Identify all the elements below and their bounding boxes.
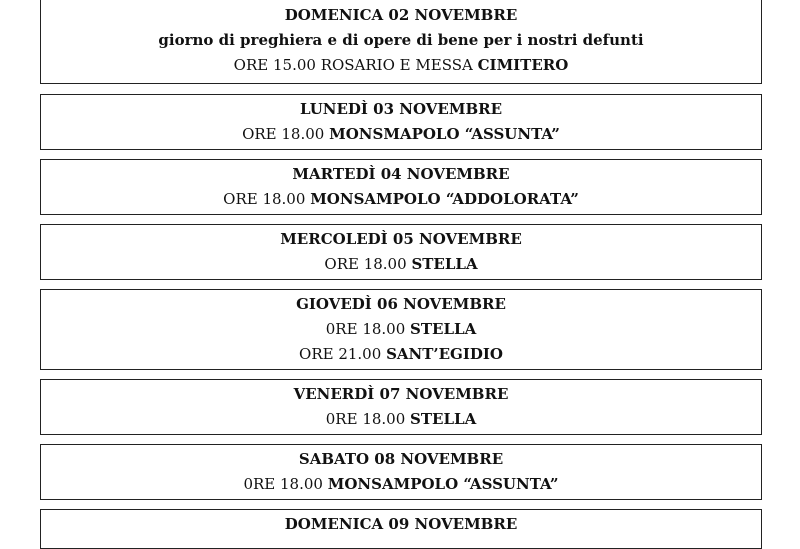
- mass-time-line: [41, 187, 761, 212]
- mass-time: ORE 21.00: [299, 345, 382, 363]
- mass-place: CIMITERO: [477, 56, 569, 74]
- mass-time: ORE 18.00: [223, 190, 306, 208]
- mass-place: MONSAMPOLO “ASSUNTA”: [327, 475, 559, 493]
- day-heading: GIOVEDÌ 06 NOVEMBRE: [296, 295, 506, 313]
- day-subtitle: giorno di preghiera e di opere di bene per i nostri defunti: [158, 31, 644, 49]
- mass-time: 0RE 18.00: [243, 475, 323, 493]
- schedule-box-lunedi-03: [40, 94, 762, 150]
- schedule-box-domenica-02: [40, 0, 762, 84]
- mass-time: ORE 15.00 ROSARIO E MESSA: [233, 56, 473, 74]
- day-heading: SABATO 08 NOVEMBRE: [298, 450, 504, 468]
- schedule-box-mercoledi-05: [40, 224, 762, 280]
- mass-time-line: [41, 252, 761, 277]
- day-heading: DOMENICA 02 NOVEMBRE: [284, 6, 518, 24]
- mass-time-line: [41, 317, 761, 342]
- day-heading: MARTEDÌ 04 NOVEMBRE: [292, 165, 510, 183]
- mass-time: ORE 18.00: [242, 125, 325, 143]
- day-heading: LUNEDÌ 03 NOVEMBRE: [299, 100, 503, 118]
- day-heading: DOMENICA 09 NOVEMBRE: [284, 515, 518, 533]
- schedule-box-giovedi-06: [40, 289, 762, 370]
- mass-place: STELLA: [410, 410, 477, 428]
- mass-time-line: [41, 122, 761, 147]
- mass-time: 0RE 18.00: [325, 410, 406, 428]
- mass-time-line: [41, 407, 761, 432]
- day-heading: MERCOLEDÌ 05 NOVEMBRE: [280, 230, 522, 248]
- mass-place: STELLA: [410, 320, 477, 338]
- mass-time-line: [41, 342, 761, 367]
- schedule-box-venerdi-07: [40, 379, 762, 435]
- mass-place: MONSAMPOLO “ADDOLORATA”: [310, 190, 579, 208]
- mass-place: MONSMAPOLO “ASSUNTA”: [329, 125, 560, 143]
- mass-time-line: [41, 53, 761, 78]
- mass-time: ORE 18.00: [324, 255, 407, 273]
- mass-time: 0RE 18.00: [325, 320, 406, 338]
- mass-place: STELLA: [411, 255, 478, 273]
- schedule-box-martedi-04: [40, 159, 762, 215]
- day-heading: VENERDÌ 07 NOVEMBRE: [293, 385, 509, 403]
- mass-place: SANT’EGIDIO: [386, 345, 503, 363]
- schedule-box-sabato-08: [40, 444, 762, 500]
- mass-time-line: [41, 472, 761, 497]
- schedule-box-domenica-09: [40, 509, 762, 549]
